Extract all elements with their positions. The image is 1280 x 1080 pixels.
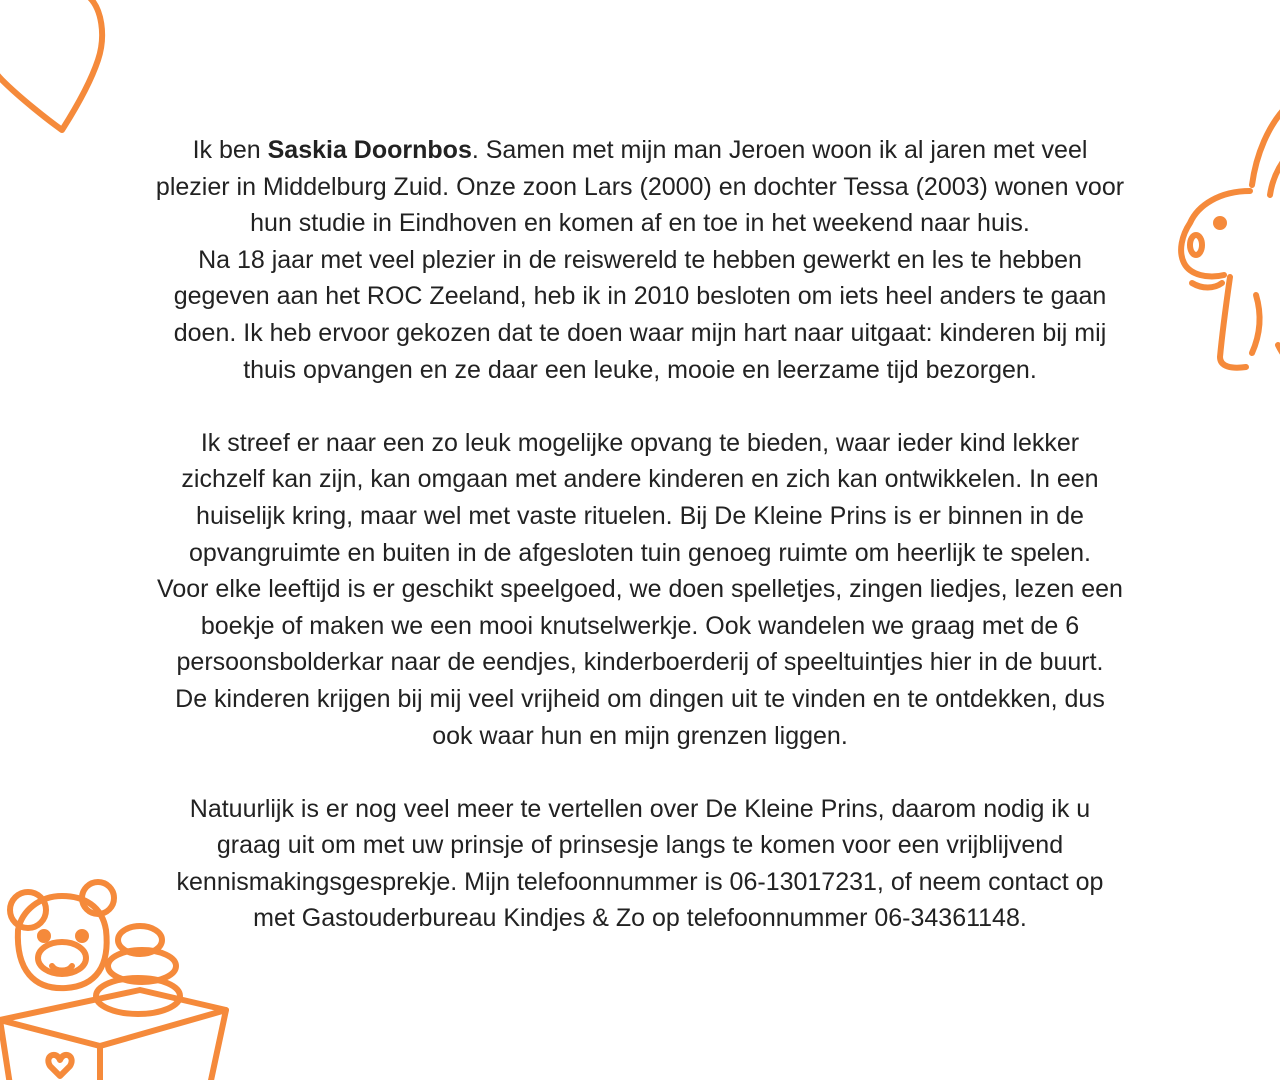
intro-line-2: plezier in Middelburg Zuid. Onze zoon Lars (2000) en dochter Tessa (2003) wonen voor [155,172,1125,201]
philosophy-line: Ik streef er naar een zo leuk mogelijke opvang te bieden, waar ieder kind lekker [200,428,1080,457]
paragraph-gap [100,388,1180,425]
contact-line: kennismakingsgesprekje. Mijn telefoonnummer is 06-13017231, of neem contact op [176,867,1104,896]
paragraph-gap [100,754,1180,791]
intro-line-1-rest: . Samen met mijn man Jeroen woon ik al jaren met veel [471,136,1088,164]
author-name: Saskia Doornbos [267,136,472,164]
philosophy-line: De kinderen krijgen bij mij veel vrijheid om dingen uit te vinden en te ontdekken, dus [175,684,1105,713]
intro-line-5: gegeven aan het ROC Zeeland, heb ik in 2010 besloten om iets heel anders te gaan [173,282,1107,311]
intro-line-3: hun studie in Eindhoven en komen af en toe in het weekend naar huis. [250,209,1030,238]
intro-line-4: Na 18 jaar met veel plezier in de reiswereld te hebben gewerkt en les te hebben [198,245,1082,274]
philosophy-line: ook waar hun en mijn grenzen liggen. [432,721,848,750]
intro-line-6: doen. Ik heb ervoor gekozen dat te doen waar mijn hart naar uitgaat: kinderen bij mij [173,318,1107,347]
contact-line: graag uit om met uw prinsje of prinsesje langs te komen voor een vrijblijvend [216,831,1064,860]
contact-line: met Gastouderbureau Kindjes & Zo op telefoonnummer 06-34361148. [253,904,1027,933]
heart-icon [0,0,120,140]
about-text [100,132,1180,937]
philosophy-line: boekje of maken we een mooi knutselwerkje. Ook wandelen we graag met de 6 [200,611,1080,640]
intro-line-7: thuis opvangen en ze daar een leuke, mooie en leerzame tijd bezorgen. [243,355,1037,384]
intro-prefix: Ik ben [192,136,268,164]
philosophy-line: Voor elke leeftijd is er geschikt speelgoed, we doen spelletjes, zingen liedjes, lezen een [157,575,1123,604]
contact-line: Natuurlijk is er nog veel meer te vertellen over De Kleine Prins, daarom nodig ik u [189,794,1091,823]
intro-line-1 [100,132,1180,169]
philosophy-line: opvangruimte en buiten in de afgesloten tuin genoeg ruimte om heerlijk te spelen. [189,538,1091,567]
philosophy-line: zichzelf kan zijn, kan omgaan met andere kinderen en zich kan ontwikkelen. In een [181,465,1099,494]
philosophy-line: huiselijk kring, maar wel met vaste rituelen. Bij De Kleine Prins is er binnen in de [196,501,1084,530]
philosophy-line: persoonsbolderkar naar de eendjes, kinderboerderij of speeltuintjes hier in de buurt. [176,648,1104,677]
